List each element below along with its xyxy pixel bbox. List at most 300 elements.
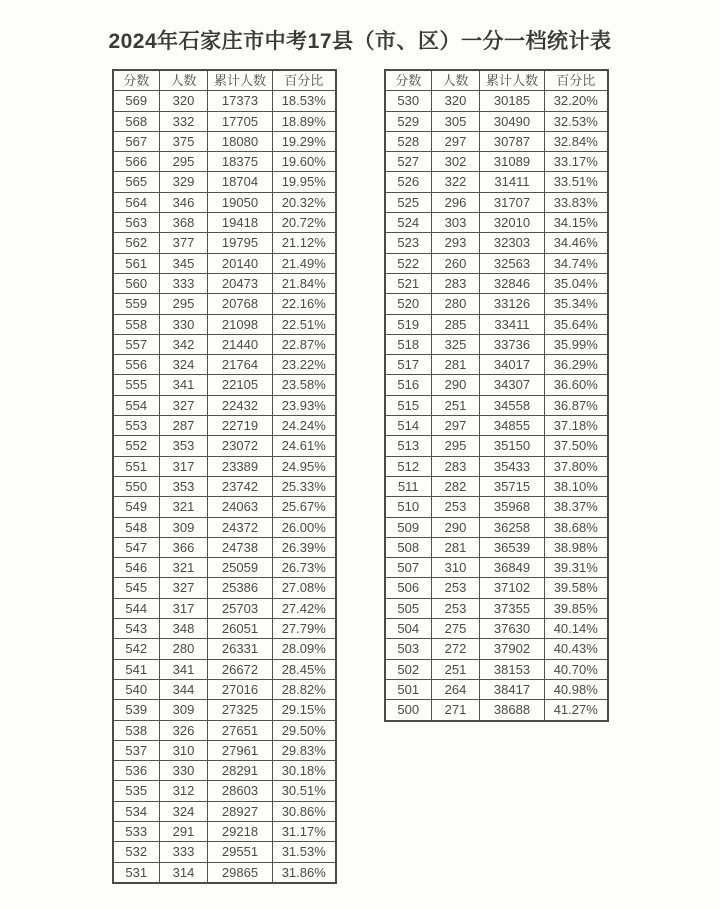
cumulative-cell: 37902 — [480, 639, 545, 659]
percent-cell: 28.09% — [273, 639, 336, 659]
score-cell: 501 — [385, 679, 432, 699]
cumulative-cell: 27325 — [208, 700, 273, 720]
count-cell: 346 — [160, 192, 208, 212]
cumulative-cell: 27016 — [208, 679, 273, 699]
score-cell: 563 — [113, 213, 160, 233]
percent-cell: 35.34% — [545, 294, 608, 314]
percent-cell: 36.60% — [545, 375, 608, 395]
count-cell: 327 — [160, 578, 208, 598]
score-cell: 537 — [113, 740, 160, 760]
table-row — [385, 294, 608, 314]
cumulative-cell: 36849 — [480, 558, 545, 578]
percent-cell: 31.86% — [273, 862, 336, 883]
percent-cell: 20.32% — [273, 192, 336, 212]
score-cell: 551 — [113, 456, 160, 476]
score-cell: 503 — [385, 639, 432, 659]
score-cell: 550 — [113, 476, 160, 496]
cumulative-cell: 35715 — [480, 476, 545, 496]
table-row — [113, 416, 336, 436]
count-cell: 305 — [432, 111, 480, 131]
count-cell: 251 — [432, 395, 480, 415]
score-cell: 562 — [113, 233, 160, 253]
table-row — [113, 842, 336, 862]
count-cell: 375 — [160, 131, 208, 151]
cumulative-cell: 31411 — [480, 172, 545, 192]
count-cell: 287 — [160, 416, 208, 436]
count-cell: 291 — [160, 821, 208, 841]
percent-cell: 21.12% — [273, 233, 336, 253]
table-row — [113, 517, 336, 537]
column-header-cumulative: 累计人数 — [480, 70, 545, 91]
cumulative-cell: 25703 — [208, 598, 273, 618]
count-cell: 320 — [432, 91, 480, 111]
table-row — [113, 233, 336, 253]
count-cell: 253 — [432, 598, 480, 618]
count-cell: 275 — [432, 619, 480, 639]
score-cell: 502 — [385, 659, 432, 679]
table-row — [385, 334, 608, 354]
table-row — [113, 192, 336, 212]
count-cell: 285 — [432, 314, 480, 334]
count-cell: 293 — [432, 233, 480, 253]
count-cell: 345 — [160, 253, 208, 273]
count-cell: 317 — [160, 456, 208, 476]
cumulative-cell: 35433 — [480, 456, 545, 476]
count-cell: 368 — [160, 213, 208, 233]
percent-cell: 40.98% — [545, 679, 608, 699]
cumulative-cell: 33126 — [480, 294, 545, 314]
score-cell: 564 — [113, 192, 160, 212]
score-cell: 546 — [113, 558, 160, 578]
table-row — [385, 253, 608, 273]
cumulative-cell: 21440 — [208, 334, 273, 354]
table-row — [385, 273, 608, 293]
score-cell: 566 — [113, 152, 160, 172]
score-cell: 568 — [113, 111, 160, 131]
cumulative-cell: 22432 — [208, 395, 273, 415]
count-cell: 290 — [432, 375, 480, 395]
score-cell: 524 — [385, 213, 432, 233]
column-header-percent: 百分比 — [545, 70, 608, 91]
count-cell: 366 — [160, 537, 208, 557]
percent-cell: 28.45% — [273, 659, 336, 679]
cumulative-cell: 25059 — [208, 558, 273, 578]
percent-cell: 31.53% — [273, 842, 336, 862]
percent-cell: 24.24% — [273, 416, 336, 436]
percent-cell: 36.29% — [545, 355, 608, 375]
score-cell: 569 — [113, 91, 160, 111]
cumulative-cell: 18375 — [208, 152, 273, 172]
cumulative-cell: 20140 — [208, 253, 273, 273]
percent-cell: 38.37% — [545, 497, 608, 517]
table-row — [113, 111, 336, 131]
count-cell: 325 — [432, 334, 480, 354]
table-row — [385, 639, 608, 659]
cumulative-cell: 35968 — [480, 497, 545, 517]
count-cell: 321 — [160, 497, 208, 517]
table-row — [113, 294, 336, 314]
score-cell: 545 — [113, 578, 160, 598]
count-cell: 332 — [160, 111, 208, 131]
cumulative-cell: 38153 — [480, 659, 545, 679]
score-cell: 542 — [113, 639, 160, 659]
count-cell: 302 — [432, 152, 480, 172]
table-row — [113, 537, 336, 557]
count-cell: 327 — [160, 395, 208, 415]
score-cell: 535 — [113, 781, 160, 801]
count-cell: 281 — [432, 355, 480, 375]
count-cell: 333 — [160, 273, 208, 293]
percent-cell: 36.87% — [545, 395, 608, 415]
count-cell: 290 — [432, 517, 480, 537]
score-cell: 552 — [113, 436, 160, 456]
score-cell: 519 — [385, 314, 432, 334]
score-cell: 508 — [385, 537, 432, 557]
column-header-count: 人数 — [432, 70, 480, 91]
count-cell: 297 — [432, 131, 480, 151]
count-cell: 312 — [160, 781, 208, 801]
cumulative-cell: 21098 — [208, 314, 273, 334]
count-cell: 280 — [432, 294, 480, 314]
cumulative-cell: 31089 — [480, 152, 545, 172]
score-cell: 527 — [385, 152, 432, 172]
count-cell: 322 — [432, 172, 480, 192]
count-cell: 260 — [432, 253, 480, 273]
cumulative-cell: 38417 — [480, 679, 545, 699]
table-row — [385, 213, 608, 233]
count-cell: 271 — [432, 700, 480, 721]
score-cell: 543 — [113, 619, 160, 639]
score-cell: 559 — [113, 294, 160, 314]
table-row — [113, 152, 336, 172]
table-row — [385, 172, 608, 192]
count-cell: 330 — [160, 761, 208, 781]
percent-cell: 39.58% — [545, 578, 608, 598]
percent-cell: 32.20% — [545, 91, 608, 111]
table-row — [113, 355, 336, 375]
cumulative-cell: 38688 — [480, 700, 545, 721]
table-row — [385, 436, 608, 456]
table-row — [385, 659, 608, 679]
percent-cell: 33.83% — [545, 192, 608, 212]
percent-cell: 23.22% — [273, 355, 336, 375]
cumulative-cell: 29865 — [208, 862, 273, 883]
percent-cell: 27.08% — [273, 578, 336, 598]
score-cell: 531 — [113, 862, 160, 883]
percent-cell: 19.95% — [273, 172, 336, 192]
percent-cell: 26.39% — [273, 537, 336, 557]
count-cell: 377 — [160, 233, 208, 253]
score-cell: 534 — [113, 801, 160, 821]
percent-cell: 37.80% — [545, 456, 608, 476]
table-row — [113, 334, 336, 354]
table-row — [113, 476, 336, 496]
cumulative-cell: 26051 — [208, 619, 273, 639]
score-cell: 540 — [113, 679, 160, 699]
score-cell: 521 — [385, 273, 432, 293]
count-cell: 353 — [160, 476, 208, 496]
percent-cell: 30.18% — [273, 761, 336, 781]
score-cell: 536 — [113, 761, 160, 781]
header-row — [385, 70, 608, 91]
table-row — [385, 416, 608, 436]
score-cell: 505 — [385, 598, 432, 618]
percent-cell: 37.18% — [545, 416, 608, 436]
count-cell: 309 — [160, 700, 208, 720]
table-row — [385, 619, 608, 639]
cumulative-cell: 31707 — [480, 192, 545, 212]
percent-cell: 19.29% — [273, 131, 336, 151]
percent-cell: 38.68% — [545, 517, 608, 537]
cumulative-cell: 18080 — [208, 131, 273, 151]
count-cell: 344 — [160, 679, 208, 699]
percent-cell: 40.14% — [545, 619, 608, 639]
tables-container — [0, 69, 720, 884]
cumulative-cell: 32010 — [480, 213, 545, 233]
page-title: 2024年石家庄市中考17县（市、区）一分一档统计表 — [108, 30, 612, 53]
count-cell: 282 — [432, 476, 480, 496]
table-row — [385, 700, 608, 721]
percent-cell: 24.61% — [273, 436, 336, 456]
count-cell: 283 — [432, 273, 480, 293]
score-cell: 525 — [385, 192, 432, 212]
count-cell: 324 — [160, 801, 208, 821]
percent-cell: 34.15% — [545, 213, 608, 233]
percent-cell: 29.50% — [273, 720, 336, 740]
score-cell: 558 — [113, 314, 160, 334]
percent-cell: 22.16% — [273, 294, 336, 314]
count-cell: 324 — [160, 355, 208, 375]
table-row — [113, 558, 336, 578]
score-cell: 547 — [113, 537, 160, 557]
table-row — [113, 598, 336, 618]
table-row — [113, 761, 336, 781]
score-cell: 514 — [385, 416, 432, 436]
score-cell: 538 — [113, 720, 160, 740]
score-cell: 532 — [113, 842, 160, 862]
count-cell: 341 — [160, 659, 208, 679]
count-cell: 295 — [160, 152, 208, 172]
column-header-score: 分数 — [385, 70, 432, 91]
score-cell: 512 — [385, 456, 432, 476]
table-row — [385, 476, 608, 496]
table-row — [385, 558, 608, 578]
score-cell: 561 — [113, 253, 160, 273]
percent-cell: 32.84% — [545, 131, 608, 151]
percent-cell: 39.31% — [545, 558, 608, 578]
cumulative-cell: 32563 — [480, 253, 545, 273]
count-cell: 272 — [432, 639, 480, 659]
percent-cell: 39.85% — [545, 598, 608, 618]
score-cell: 549 — [113, 497, 160, 517]
cumulative-cell: 22719 — [208, 416, 273, 436]
count-cell: 297 — [432, 416, 480, 436]
percent-cell: 27.79% — [273, 619, 336, 639]
cumulative-cell: 17373 — [208, 91, 273, 111]
percent-cell: 23.58% — [273, 375, 336, 395]
table-row — [113, 578, 336, 598]
score-cell: 516 — [385, 375, 432, 395]
table-row — [113, 273, 336, 293]
cumulative-cell: 36258 — [480, 517, 545, 537]
cumulative-cell: 28927 — [208, 801, 273, 821]
percent-cell: 20.72% — [273, 213, 336, 233]
count-cell: 264 — [432, 679, 480, 699]
percent-cell: 35.64% — [545, 314, 608, 334]
count-cell: 348 — [160, 619, 208, 639]
score-cell: 526 — [385, 172, 432, 192]
percent-cell: 34.74% — [545, 253, 608, 273]
score-cell: 529 — [385, 111, 432, 131]
score-cell: 507 — [385, 558, 432, 578]
table-row — [113, 253, 336, 273]
percent-cell: 38.10% — [545, 476, 608, 496]
table-row — [385, 131, 608, 151]
table-row — [113, 862, 336, 883]
cumulative-cell: 17705 — [208, 111, 273, 131]
cumulative-cell: 23389 — [208, 456, 273, 476]
count-cell: 253 — [432, 497, 480, 517]
cumulative-cell: 34017 — [480, 355, 545, 375]
count-cell: 341 — [160, 375, 208, 395]
table-row — [113, 395, 336, 415]
table-row — [385, 375, 608, 395]
cumulative-cell: 20768 — [208, 294, 273, 314]
count-cell: 309 — [160, 517, 208, 537]
score-cell: 523 — [385, 233, 432, 253]
percent-cell: 25.67% — [273, 497, 336, 517]
cumulative-cell: 24063 — [208, 497, 273, 517]
score-cell: 541 — [113, 659, 160, 679]
count-cell: 321 — [160, 558, 208, 578]
count-cell: 310 — [160, 740, 208, 760]
table-row — [113, 436, 336, 456]
cumulative-cell: 30490 — [480, 111, 545, 131]
percent-cell: 18.53% — [273, 91, 336, 111]
table-row — [385, 456, 608, 476]
percent-cell: 22.51% — [273, 314, 336, 334]
percent-cell: 37.50% — [545, 436, 608, 456]
count-cell: 320 — [160, 91, 208, 111]
table-row — [385, 91, 608, 111]
percent-cell: 26.73% — [273, 558, 336, 578]
count-cell: 329 — [160, 172, 208, 192]
column-header-percent: 百分比 — [273, 70, 336, 91]
cumulative-cell: 25386 — [208, 578, 273, 598]
count-cell: 333 — [160, 842, 208, 862]
percent-cell: 41.27% — [545, 700, 608, 721]
percent-cell: 40.70% — [545, 659, 608, 679]
percent-cell: 25.33% — [273, 476, 336, 496]
table-row — [385, 497, 608, 517]
table-row — [385, 537, 608, 557]
score-cell: 506 — [385, 578, 432, 598]
percent-cell: 33.17% — [545, 152, 608, 172]
cumulative-cell: 22105 — [208, 375, 273, 395]
count-cell: 283 — [432, 456, 480, 476]
cumulative-cell: 33736 — [480, 334, 545, 354]
table-row — [385, 578, 608, 598]
table-row — [385, 111, 608, 131]
score-cell: 513 — [385, 436, 432, 456]
count-cell: 326 — [160, 720, 208, 740]
score-cell: 517 — [385, 355, 432, 375]
count-cell: 253 — [432, 578, 480, 598]
table-row — [385, 314, 608, 334]
score-cell: 520 — [385, 294, 432, 314]
cumulative-cell: 19050 — [208, 192, 273, 212]
score-cell: 511 — [385, 476, 432, 496]
table-row — [113, 314, 336, 334]
score-cell: 530 — [385, 91, 432, 111]
percent-cell: 35.99% — [545, 334, 608, 354]
percent-cell: 33.51% — [545, 172, 608, 192]
table-row — [113, 801, 336, 821]
table-row — [113, 91, 336, 111]
cumulative-cell: 29218 — [208, 821, 273, 841]
score-cell: 510 — [385, 497, 432, 517]
table-row — [385, 192, 608, 212]
cumulative-cell: 29551 — [208, 842, 273, 862]
percent-cell: 18.89% — [273, 111, 336, 131]
percent-cell: 29.83% — [273, 740, 336, 760]
table-row — [113, 740, 336, 760]
percent-cell: 19.60% — [273, 152, 336, 172]
cumulative-cell: 30787 — [480, 131, 545, 151]
cumulative-cell: 18704 — [208, 172, 273, 192]
percent-cell: 26.00% — [273, 517, 336, 537]
score-cell: 548 — [113, 517, 160, 537]
count-cell: 296 — [432, 192, 480, 212]
cumulative-cell: 28603 — [208, 781, 273, 801]
percent-cell: 21.49% — [273, 253, 336, 273]
cumulative-cell: 37630 — [480, 619, 545, 639]
count-cell: 303 — [432, 213, 480, 233]
column-header-cumulative: 累计人数 — [208, 70, 273, 91]
table-row — [385, 152, 608, 172]
percent-cell: 23.93% — [273, 395, 336, 415]
cumulative-cell: 34855 — [480, 416, 545, 436]
score-table-left — [112, 69, 337, 884]
percent-cell: 30.51% — [273, 781, 336, 801]
count-cell: 317 — [160, 598, 208, 618]
cumulative-cell: 19418 — [208, 213, 273, 233]
cumulative-cell: 32846 — [480, 273, 545, 293]
score-table-right — [384, 69, 609, 722]
count-cell: 330 — [160, 314, 208, 334]
score-cell: 533 — [113, 821, 160, 841]
count-cell: 310 — [432, 558, 480, 578]
table-row — [113, 619, 336, 639]
percent-cell: 34.46% — [545, 233, 608, 253]
score-cell: 555 — [113, 375, 160, 395]
score-cell: 500 — [385, 700, 432, 721]
header-row — [113, 70, 336, 91]
score-cell: 504 — [385, 619, 432, 639]
cumulative-cell: 23072 — [208, 436, 273, 456]
table-row — [113, 639, 336, 659]
count-cell: 353 — [160, 436, 208, 456]
percent-cell: 21.84% — [273, 273, 336, 293]
table-row — [113, 720, 336, 740]
score-cell: 556 — [113, 355, 160, 375]
percent-cell: 30.86% — [273, 801, 336, 821]
cumulative-cell: 34558 — [480, 395, 545, 415]
percent-cell: 32.53% — [545, 111, 608, 131]
percent-cell: 27.42% — [273, 598, 336, 618]
score-cell: 509 — [385, 517, 432, 537]
cumulative-cell: 36539 — [480, 537, 545, 557]
